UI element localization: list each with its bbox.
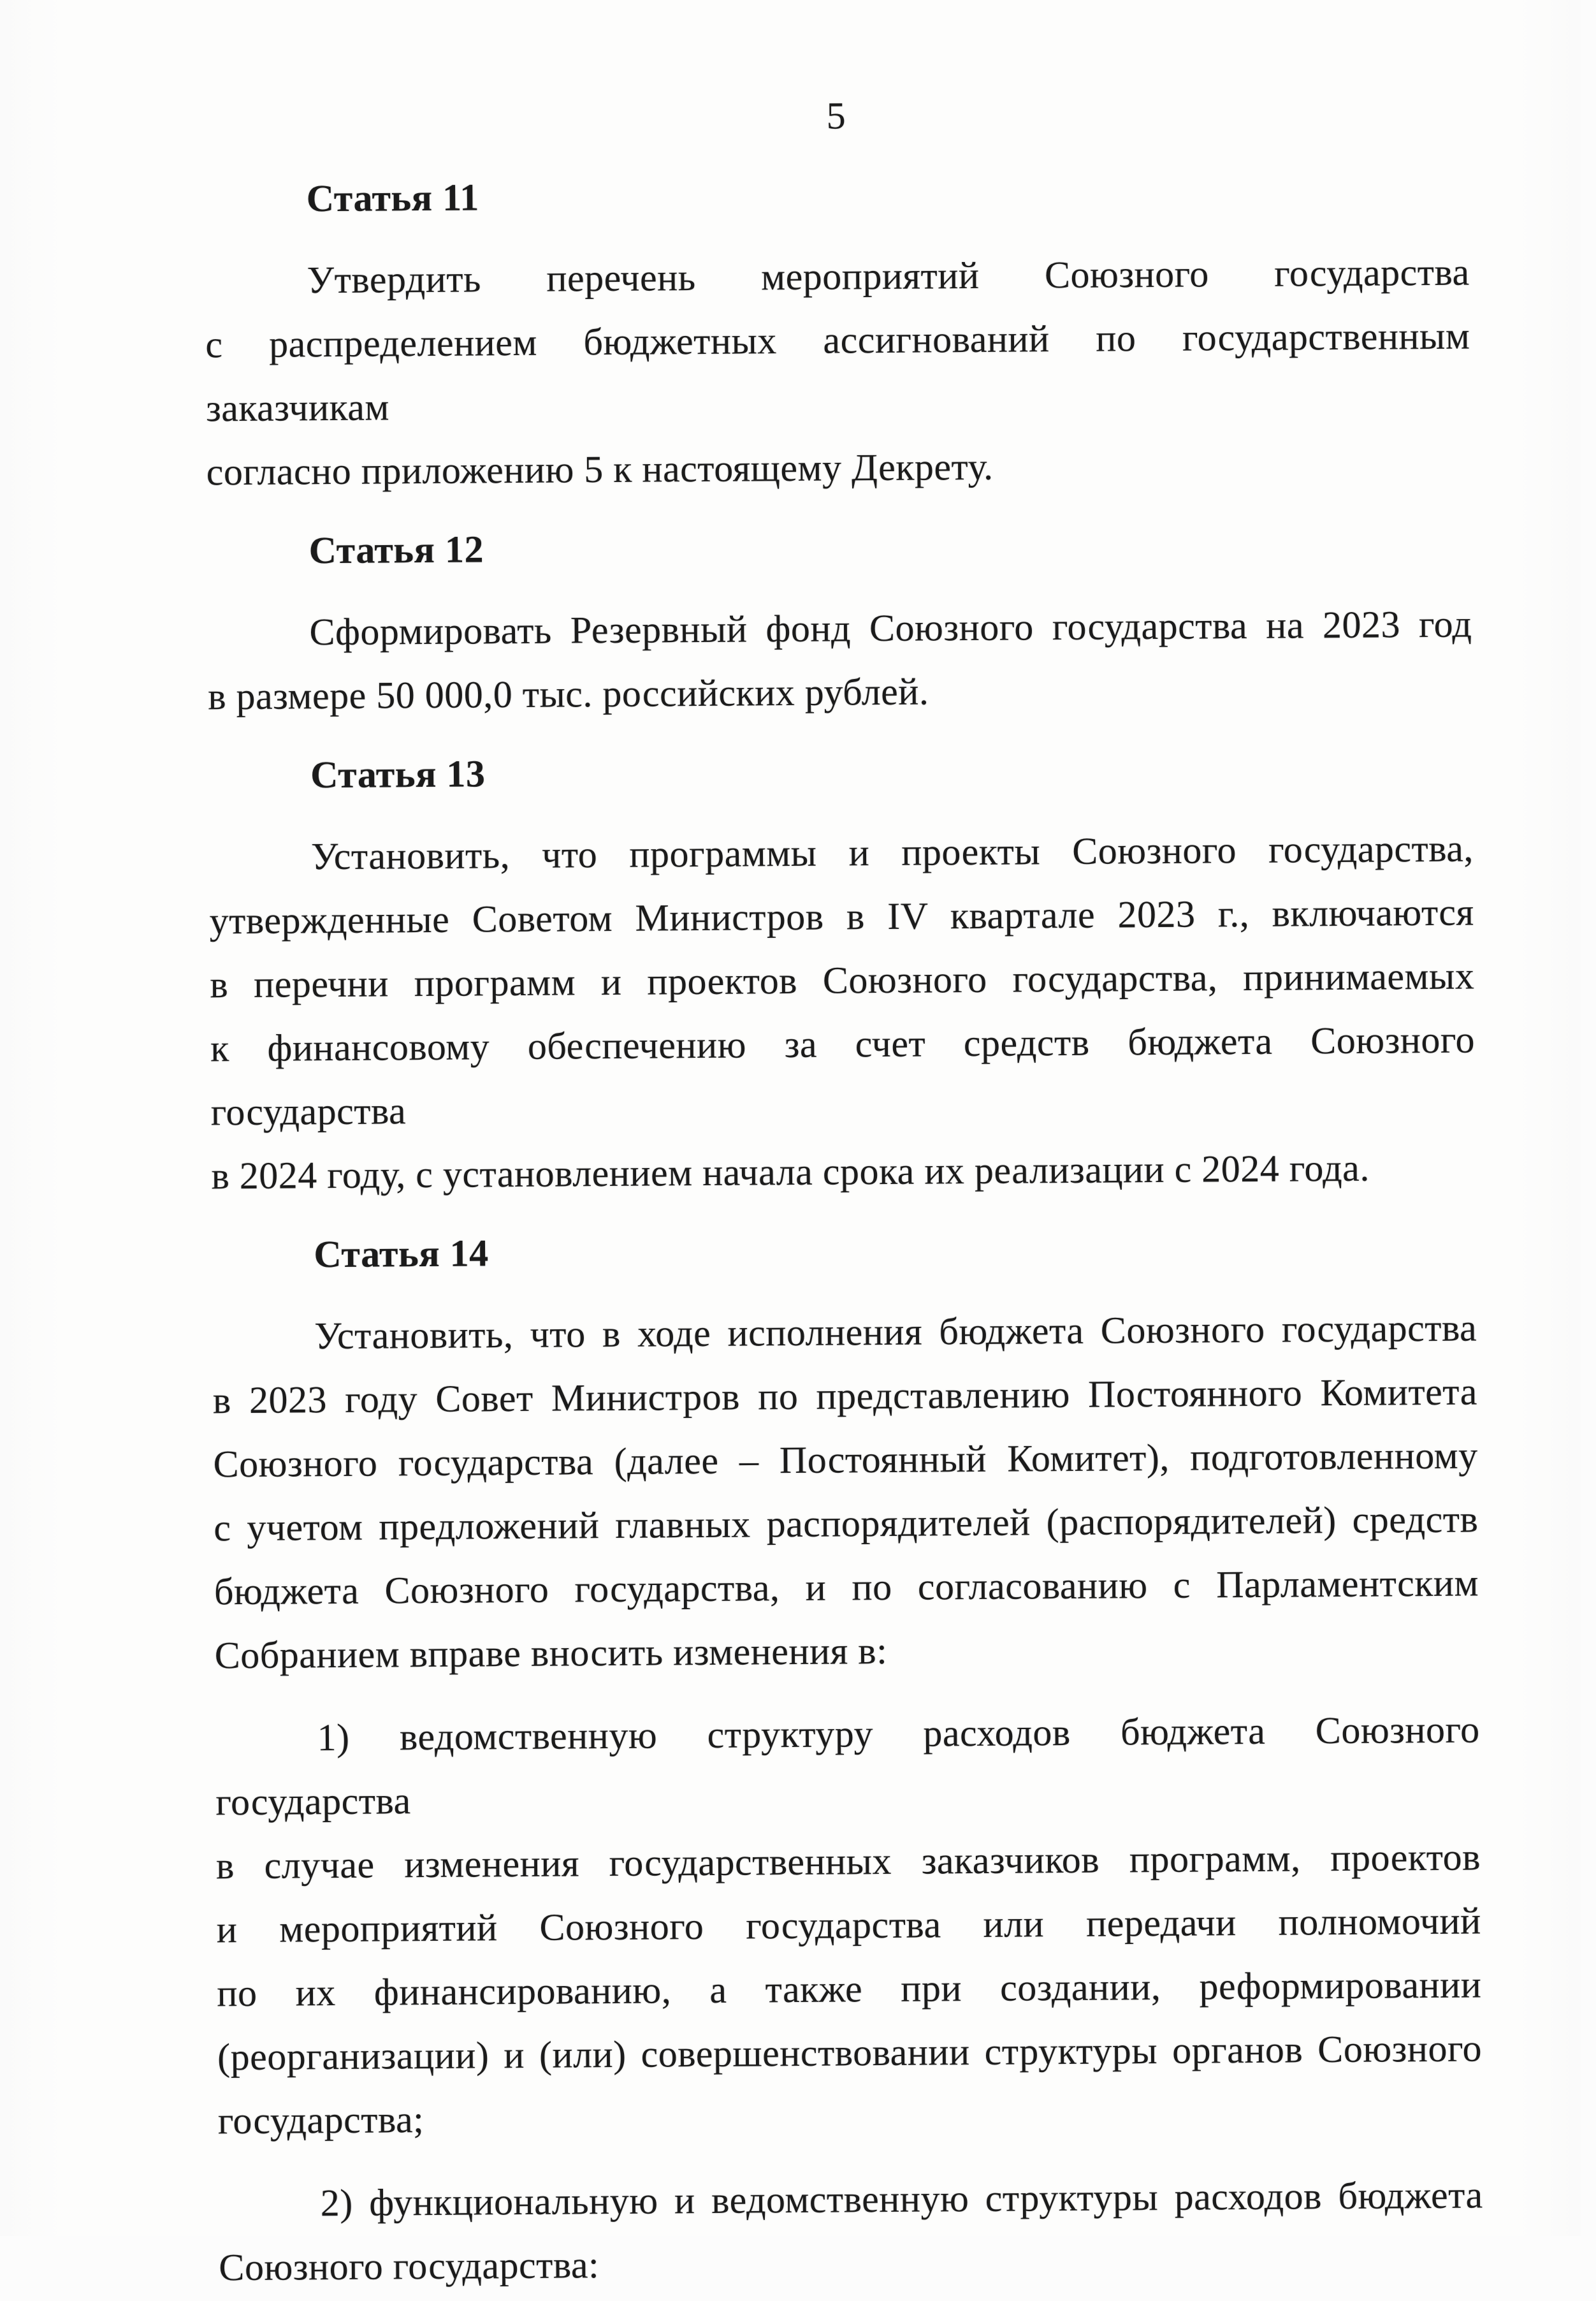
- text-line: в случае изменения государственных заказчиков программ, проектов: [215, 1836, 1481, 1887]
- article-11-paragraph: [205, 240, 1471, 504]
- text-line: в перечни программ и проектов Союзного государства, принимаемых: [210, 954, 1475, 1006]
- article-14-item-1: [215, 1698, 1483, 2153]
- article-12-heading: Статья 12: [308, 528, 484, 572]
- page-number: 5: [826, 94, 846, 137]
- text-line: Утвердить перечень мероприятий Союзного государства: [307, 251, 1470, 302]
- text-line: в размере 50 000,0 тыс. российских рублей.: [207, 670, 929, 718]
- text-line: с распределением бюджетных ассигнований по государственным заказчикам: [205, 314, 1470, 430]
- text-line: государства;: [217, 2098, 424, 2142]
- article-14-item-2: [218, 2163, 1483, 2299]
- text-line: Установить, что в ходе исполнения бюджета Союзного государства: [314, 1306, 1477, 1357]
- text-line: согласно приложению 5 к настоящему Декрету.: [206, 445, 994, 493]
- text-line: с учетом предложений главных распорядителей (распорядителей) средств: [214, 1498, 1479, 1549]
- article-14-heading: Статья 14: [314, 1232, 489, 1276]
- text-line: Союзного государства (далее – Постоянный Комитет), подготовленному: [213, 1434, 1478, 1486]
- text-line: и мероприятий Союзного государства или передачи полномочий: [216, 1899, 1481, 1951]
- text-line: утвержденные Советом Министров в IV квартале 2023 г., включаются: [209, 891, 1474, 942]
- text-line: Собранием вправе вносить изменения в:: [214, 1629, 888, 1677]
- text-line: в 2023 году Совет Министров по представлению Постоянного Комитета: [212, 1370, 1478, 1422]
- text-line: к финансовому обеспечению за счет средств бюджета Союзного государства: [210, 1018, 1476, 1134]
- text-line: Установить, что программы и проекты Союзного государства,: [310, 827, 1474, 878]
- article-11-heading: Статья 11: [306, 176, 480, 220]
- article-12-paragraph: [207, 592, 1472, 729]
- text-line: 1) ведомственную структуру расходов бюджета Союзного государства: [215, 1708, 1480, 1823]
- text-line: Сформировать Резервный фонд Союзного государства на 2023 год: [309, 603, 1472, 654]
- article-14-paragraph: [212, 1296, 1479, 1688]
- document-content: [203, 0, 1484, 2299]
- text-line: бюджета Союзного государства, и по согласованию с Парламентским: [214, 1561, 1479, 1613]
- text-line: Союзного государства:: [219, 2244, 600, 2289]
- article-13-paragraph: [209, 817, 1476, 1208]
- text-line: 2) функциональную и ведомственную структуры расходов бюджета: [320, 2173, 1483, 2224]
- text-line: (реорганизации) и (или) совершенствовании структуры органов Союзного: [217, 2027, 1483, 2078]
- article-13-heading: Статья 13: [310, 752, 486, 796]
- text-line: в 2024 году, с установлением начала срока их реализации с 2024 года.: [211, 1146, 1370, 1197]
- text-line: по их финансированию, а также при создании, реформировании: [217, 1963, 1482, 2015]
